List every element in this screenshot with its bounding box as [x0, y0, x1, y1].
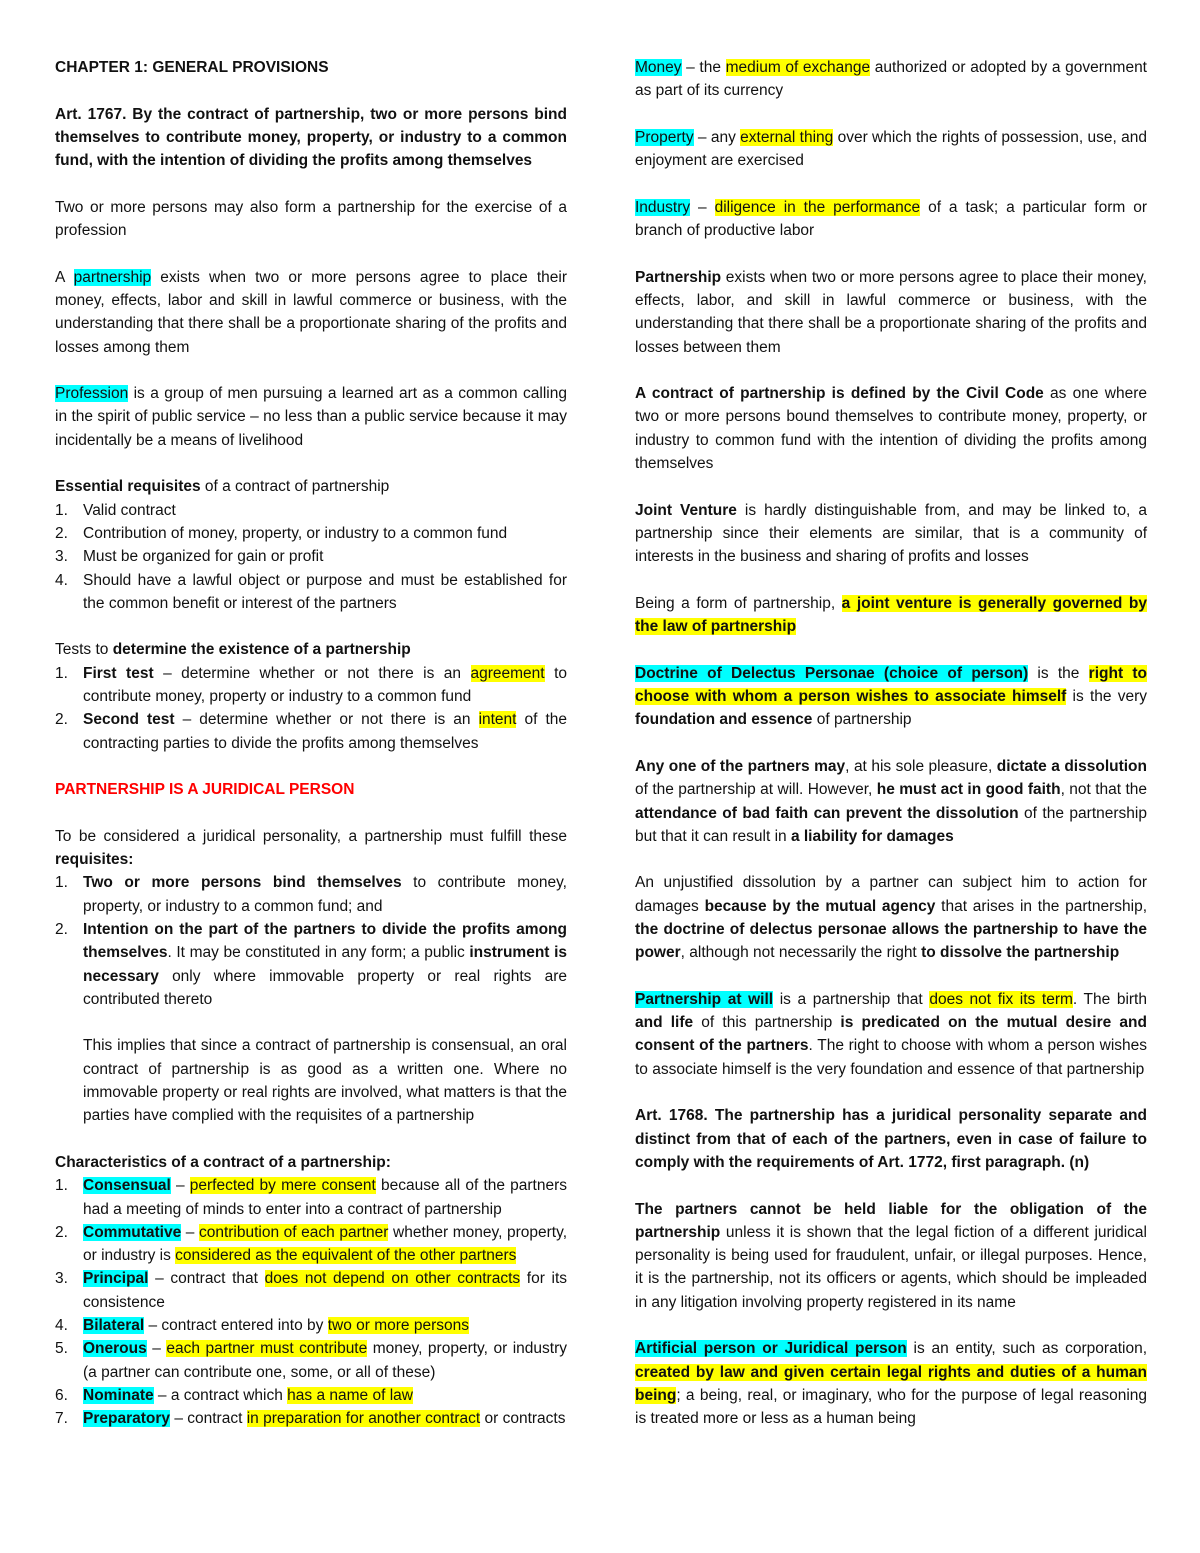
list-item: 1. Consensual – perfected by mere consent because all of the partners had a meeting of minds to enter into a contract of partnership — [55, 1177, 567, 1218]
text: Being a form of partnership, — [635, 594, 842, 612]
joint-venture-governed-paragraph — [635, 592, 1147, 639]
text: Essential requisites — [55, 478, 201, 496]
profession-definition — [55, 382, 567, 452]
characteristics-list — [55, 1174, 567, 1430]
text: – the — [681, 59, 726, 76]
list-item: 2. Intention on the part of the partners to divide the profits among themselves. It may be constituted in any form; a public instrument is necessary only where immovable property or real rights are contributed thereto — [55, 920, 567, 1008]
highlight: has a name of law — [287, 1386, 413, 1404]
highlight: external thing — [740, 128, 834, 146]
text: of the partnership but that it can result in — [635, 804, 1147, 845]
text: is predicated on the mutual desire and consent of the partners — [635, 1014, 1147, 1055]
text: – — [690, 198, 715, 216]
profession-term: Profession — [55, 385, 129, 403]
partnership-at-will-paragraph — [635, 988, 1147, 1081]
text: . It may be constituted in any form; a public — [167, 944, 470, 962]
chapter-heading: CHAPTER 1: GENERAL PROVISIONS — [55, 59, 329, 76]
text: – contract entered into by — [144, 1317, 328, 1335]
text: or contracts — [480, 1410, 566, 1428]
highlight: medium of exchange — [725, 59, 871, 76]
list-item: 6. Nominate – a contract which has a name of law — [55, 1386, 413, 1404]
text: ; a being, real, or imaginary, who for the purpose of legal reasoning is treated more or less as a human being — [635, 1386, 1147, 1428]
list-item: 7. Preparatory – contract in preparation for another contract or contracts — [55, 1410, 566, 1428]
left-column — [55, 56, 567, 1454]
text: is hardly distinguishable from, and may be linked to, a partnership since their elements are similar, that is a community of interests in the business and sharing of profits and losses — [635, 501, 1147, 566]
text: of this partnership — [693, 1014, 841, 1032]
list-item: 1. First test – determine whether or not there is an agreement to contribute money, property or industry to a common fund — [55, 664, 567, 706]
text: Intention on the part of the partners to divide the profits among themselves — [83, 920, 567, 962]
text: to contribute money, property or industry to a common fund — [83, 664, 567, 706]
profession-partnership-paragraph: Two or more persons may also form a partnership for the exercise of a profession — [55, 198, 567, 240]
term: Consensual — [83, 1177, 171, 1195]
text: Any one of the partners may — [635, 757, 846, 775]
text: A — [55, 268, 74, 286]
text: because by the mutual agency — [704, 897, 936, 915]
text: , although not necessarily the right — [680, 944, 922, 962]
highlight: perfected by mere consent — [189, 1177, 376, 1195]
term: Industry — [635, 198, 691, 216]
art-1768: Art. 1768. The partnership has a juridical personality separate and distinct from that of each of the partners, even in case of failure to comply with the requirements of Art. 1772, first paragraph. (n) — [635, 1107, 1147, 1171]
text: of the contracting parties to divide the profits among themselves — [83, 711, 568, 752]
highlight: intent — [478, 711, 517, 729]
implies-paragraph: This implies that since a contract of partnership is consensual, an oral contract of partnership is as good as a written one. Where no immovable property or real rights are involved, what matters is that the parties have complied with the requisites of a partnership — [83, 1037, 567, 1125]
list-item: 3. Must be organized for gain or profit — [55, 548, 324, 566]
term: Preparatory — [83, 1410, 171, 1428]
highlight: each partner must contribute — [166, 1340, 368, 1358]
text: unless it is shown that the legal fiction of a different juridical personality is being used for fraudulent, unfair, or illegal purposes. Hence, it is the partnership, not its officers or agents, which should be impleaded in any litigation involving property registered in its name — [635, 1223, 1147, 1311]
list-item: 4. Should have a lawful object or purpose and must be established for the common benefit or interest of the partners — [55, 571, 567, 612]
text: Two or more persons bind themselves — [83, 874, 402, 892]
delectus-personae-paragraph — [635, 662, 1147, 732]
highlight: considered as the equivalent of the other partners — [175, 1247, 517, 1265]
text: is the — [1028, 664, 1089, 682]
text: determine the existence of a partnership — [112, 641, 411, 659]
text: for its consistence — [83, 1270, 567, 1311]
text: The partners cannot be held liable for the obligation of the partnership — [635, 1200, 1147, 1241]
text: – contract — [170, 1410, 247, 1428]
list-item: 4. Bilateral – contract entered into by two or more persons — [55, 1317, 469, 1335]
property-definition — [635, 126, 1147, 173]
text: Should have a lawful object or purpose and must be established for the common benefit or interest of the partners — [83, 571, 567, 612]
highlight: in preparation for another contract — [246, 1410, 481, 1428]
list-item: 2. Second test – determine whether or not there is an intent of the contracting parties to divide the profits among themselves — [55, 711, 568, 752]
text: as one where two or more persons bound themselves to contribute money, property, or industry to common fund with the intention of dividing the profits among themselves — [635, 385, 1147, 473]
characteristics-heading: Characteristics of a contract of a partnership: — [55, 1153, 391, 1171]
unjustified-dissolution-paragraph — [635, 871, 1147, 964]
text: – contract that — [148, 1270, 265, 1288]
juridical-intro — [55, 825, 567, 872]
industry-definition — [635, 196, 1147, 243]
text: Valid contract — [83, 501, 176, 519]
text: of a task; a particular form or branch of productive labor — [635, 198, 1147, 240]
partnership-term: partnership — [73, 268, 152, 286]
text: authorized or adopted by a government as part of its currency — [635, 59, 1147, 100]
term: Commutative — [83, 1223, 182, 1241]
text: To be considered a juridical personality, a partnership must fulfill these — [55, 827, 567, 845]
list-item: 5. Onerous – each partner must contribute money, property, or industry (a partner can contribute one, some, or all of these) — [55, 1340, 567, 1381]
juridical-requisites-list — [55, 871, 567, 1011]
highlight: diligence in the performance — [714, 198, 921, 216]
text: exists when two or more persons agree to place their money, effects, labor and skill in lawful commerce or business, with the understanding that there shall be a proportionate sharing of the profits and losses among them — [55, 268, 567, 356]
list-item: 1. Valid contract — [55, 501, 176, 519]
term: Bilateral — [83, 1317, 145, 1335]
partnership-definition — [55, 266, 567, 359]
text: First test — [83, 664, 154, 682]
term: Nominate — [83, 1386, 154, 1404]
text: he must act in good faith — [876, 781, 1061, 799]
text: Contribution of money, property, or industry to a common fund — [83, 524, 508, 542]
text: – determine whether or not there is an — [174, 711, 479, 729]
text: of partnership — [812, 711, 912, 729]
term: Partnership at will — [635, 990, 774, 1008]
text: whether money, property, or industry is — [83, 1223, 568, 1265]
text: over which the rights of possession, use, and enjoyment are exercised — [635, 128, 1147, 170]
list-item: 2. Commutative – contribution of each partner whether money, property, or industry is considered as the equivalent of the other partners — [55, 1223, 568, 1265]
text: instrument is necessary — [83, 944, 567, 985]
text: – determine whether or not there is an — [153, 664, 471, 682]
artificial-person-paragraph — [635, 1337, 1147, 1430]
money-definition — [635, 56, 1147, 103]
text: dictate a dissolution — [996, 757, 1147, 775]
text: A contract of partnership is defined by the Civil Code — [635, 385, 1044, 403]
text: – a contract which — [153, 1386, 288, 1404]
term: Artificial person or Juridical person — [635, 1340, 907, 1358]
joint-venture-paragraph — [635, 499, 1147, 569]
text: , at his sole pleasure, — [845, 757, 997, 775]
right-column — [635, 56, 1147, 1454]
text: the doctrine of delectus personae allows the partnership to have the power — [635, 920, 1147, 962]
highlight: contribution of each partner — [198, 1223, 389, 1241]
list-item: 1. Two or more persons bind themselves to contribute money, property, or industry to a common fund; and — [55, 874, 567, 915]
text: is an entity, such as corporation, — [906, 1340, 1147, 1358]
text: is the very — [1066, 688, 1147, 706]
text: . The birth — [1072, 990, 1147, 1008]
highlight: created by law and given certain legal rights and duties of a human being — [635, 1363, 1147, 1404]
term: Property — [635, 128, 694, 146]
text: of a contract of partnership — [200, 478, 390, 496]
text: Must be organized for gain or profit — [83, 548, 324, 566]
list-item: 2. Contribution of money, property, or industry to a common fund — [55, 524, 508, 542]
tests-list — [55, 662, 567, 755]
text: Second test — [83, 711, 175, 729]
tests-heading — [55, 638, 567, 661]
highlight: does not fix its term — [929, 990, 1073, 1008]
text: to dissolve the partnership — [921, 944, 1120, 962]
text: – — [181, 1223, 199, 1241]
partnership-exists-paragraph — [635, 266, 1147, 359]
text: foundation and essence — [635, 711, 813, 729]
highlight: does not depend on other contracts — [264, 1270, 521, 1288]
text: of the partnership at will. However, — [635, 781, 877, 799]
text: is a group of men pursuing a learned art as a common calling in the spirit of public service – no less than a public service because it may incidentally be a means of livelihood — [55, 385, 567, 449]
juridical-person-heading: PARTNERSHIP IS A JURIDICAL PERSON — [55, 781, 355, 799]
text: money, property, or industry (a partner can contribute one, some, or all of these) — [83, 1340, 567, 1381]
text: only where immovable property or real rights are contributed thereto — [83, 967, 567, 1008]
highlight: two or more persons — [327, 1317, 469, 1335]
highlight: a joint venture is generally governed by the law of partnership — [635, 594, 1147, 636]
text: to contribute money, property, or industry to a common fund; and — [83, 874, 567, 915]
text: Joint Venture — [635, 501, 737, 519]
text: , not that the — [1060, 781, 1147, 799]
text: – — [170, 1177, 190, 1195]
essential-requisites-list — [55, 499, 567, 615]
text: . The right to choose with whom a person wishes to associate himself is the very foundation and essence of that partnership — [635, 1037, 1148, 1078]
text: is a partnership that — [773, 990, 930, 1008]
list-item: 3. Principal – contract that does not depend on other contracts for its consistence — [55, 1270, 567, 1311]
text: An unjustified dissolution by a partner can subject him to action for damages — [635, 874, 1147, 915]
partners-liability-paragraph — [635, 1198, 1147, 1314]
text: that arises in the partnership, — [935, 897, 1147, 915]
essential-requisites-heading — [55, 475, 567, 498]
art-1767: Art. 1767. By the contract of partnership, two or more persons bind themselves to contribute money, property, or industry to a common fund, with the intention of dividing the profits among themselves — [55, 105, 567, 170]
term: Money — [635, 59, 682, 76]
highlight: agreement — [470, 664, 545, 682]
text: Partnership — [635, 268, 722, 286]
text: – any — [693, 128, 741, 146]
term: Onerous — [83, 1340, 147, 1358]
text: exists when two or more persons agree to place their money, effects, labor, and skill in lawful commerce or business, with the understanding that there shall be a proportionate sharing of the profits and losses between them — [635, 268, 1147, 356]
text: attendance of bad faith can prevent the dissolution — [635, 804, 1019, 822]
civil-code-paragraph — [635, 382, 1147, 475]
text: a liability for damages — [790, 827, 954, 845]
text: and life — [635, 1014, 694, 1032]
term: Doctrine of Delectus Personae (choice of person) — [635, 664, 1029, 682]
text: requisites: — [55, 851, 134, 869]
text: because all of the partners had a meeting of minds to enter into a contract of partnership — [83, 1177, 567, 1218]
highlight: right to choose with whom a person wishes to associate himself — [635, 664, 1147, 706]
text: Tests to — [55, 641, 113, 659]
text: – — [146, 1340, 167, 1358]
dissolution-paragraph — [635, 755, 1147, 848]
term: Principal — [83, 1270, 149, 1288]
